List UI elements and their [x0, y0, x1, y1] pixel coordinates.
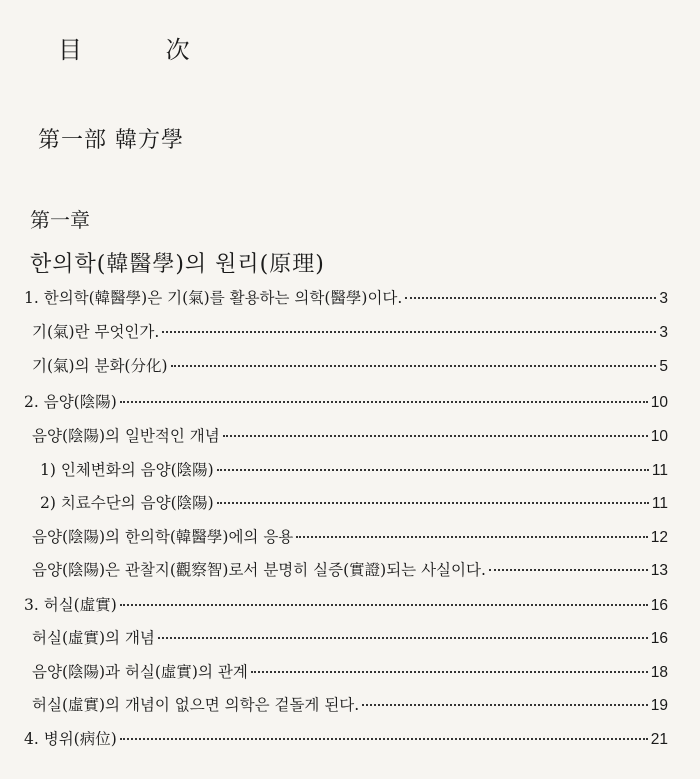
toc-entry[interactable]: [32, 322, 668, 343]
dot-leader: [120, 401, 648, 403]
part-heading: 第一部 韓方學: [38, 128, 184, 153]
toc-entry[interactable]: [32, 628, 668, 649]
dot-leader: [120, 604, 648, 606]
dot-leader: [217, 469, 649, 471]
toc-entry[interactable]: [32, 560, 668, 581]
toc-entry-page: 19: [650, 697, 668, 714]
toc-entry-label: 허실(虛實)의 개념: [32, 629, 155, 647]
toc-entry[interactable]: [32, 695, 668, 716]
toc-entry-page: 18: [650, 664, 668, 681]
toc-entry[interactable]: [24, 729, 668, 750]
toc-entry-page: 5: [659, 358, 668, 375]
dot-leader: [162, 331, 656, 333]
dot-leader: [251, 671, 648, 673]
toc-entry[interactable]: [32, 426, 668, 447]
dot-leader: [362, 704, 648, 706]
dot-leader: [217, 502, 649, 504]
dot-leader: [120, 738, 648, 740]
toc-entry-label: 2. 음양(陰陽): [24, 393, 117, 411]
dot-leader: [171, 365, 657, 367]
toc-entry[interactable]: [40, 460, 668, 481]
toc-entry[interactable]: [40, 493, 668, 514]
toc-entry[interactable]: [32, 662, 668, 683]
chapter-heading: 第一章: [30, 208, 90, 232]
toc-entry-page: 21: [650, 731, 668, 748]
toc-entry[interactable]: [24, 392, 668, 413]
toc-entry[interactable]: [24, 288, 668, 309]
toc-entry-label: 3. 허실(虛實): [24, 596, 117, 614]
toc-entry-label: 1) 인체변화의 음양(陰陽): [40, 461, 214, 479]
toc-entry-page: 3: [659, 290, 668, 307]
toc-entry[interactable]: [32, 356, 668, 377]
toc-entry-label: 2) 치료수단의 음양(陰陽): [40, 494, 214, 512]
toc-entry-label: 4. 병위(病位): [24, 730, 117, 748]
toc-entry-page: 10: [650, 428, 668, 445]
dot-leader: [489, 569, 648, 571]
toc-entry-page: 3: [659, 324, 668, 341]
toc-entry-page: 10: [650, 394, 668, 411]
dot-leader: [223, 435, 648, 437]
toc-entry-page: 16: [650, 597, 668, 614]
toc-entry-label: 음양(陰陽)과 허실(虛實)의 관계: [32, 663, 248, 681]
toc-entry-page: 12: [650, 529, 668, 546]
toc-entry-label: 기(氣)란 무엇인가.: [32, 323, 160, 341]
toc-entry[interactable]: [24, 595, 668, 616]
dot-leader: [405, 297, 656, 299]
toc-entry-page: 13: [650, 562, 668, 579]
toc-entry[interactable]: [32, 527, 668, 548]
toc-entry-page: 11: [651, 495, 668, 512]
toc-entry-page: 11: [651, 462, 668, 479]
toc-entry-page: 16: [650, 630, 668, 647]
dot-leader: [158, 637, 648, 639]
toc-entry-label: 음양(陰陽)의 일반적인 개념: [32, 427, 220, 445]
toc-entry-label: 기(氣)의 분화(分化): [32, 357, 168, 375]
toc-heading: 目 次: [58, 36, 228, 64]
toc-entry-label: 음양(陰陽)의 한의학(韓醫學)에의 응용: [32, 528, 294, 546]
toc-entry-label: 허실(虛實)의 개념이 없으면 의학은 겉돌게 된다.: [32, 696, 360, 714]
dot-leader: [296, 536, 647, 538]
toc-entry-label: 1. 한의학(韓醫學)은 기(氣)를 활용하는 의학(醫學)이다.: [24, 289, 403, 307]
chapter-title: 한의학(韓醫學)의 원리(原理): [30, 252, 325, 277]
toc-entry-label: 음양(陰陽)은 관찰지(觀察智)로서 분명히 실증(實證)되는 사실이다.: [32, 561, 486, 579]
